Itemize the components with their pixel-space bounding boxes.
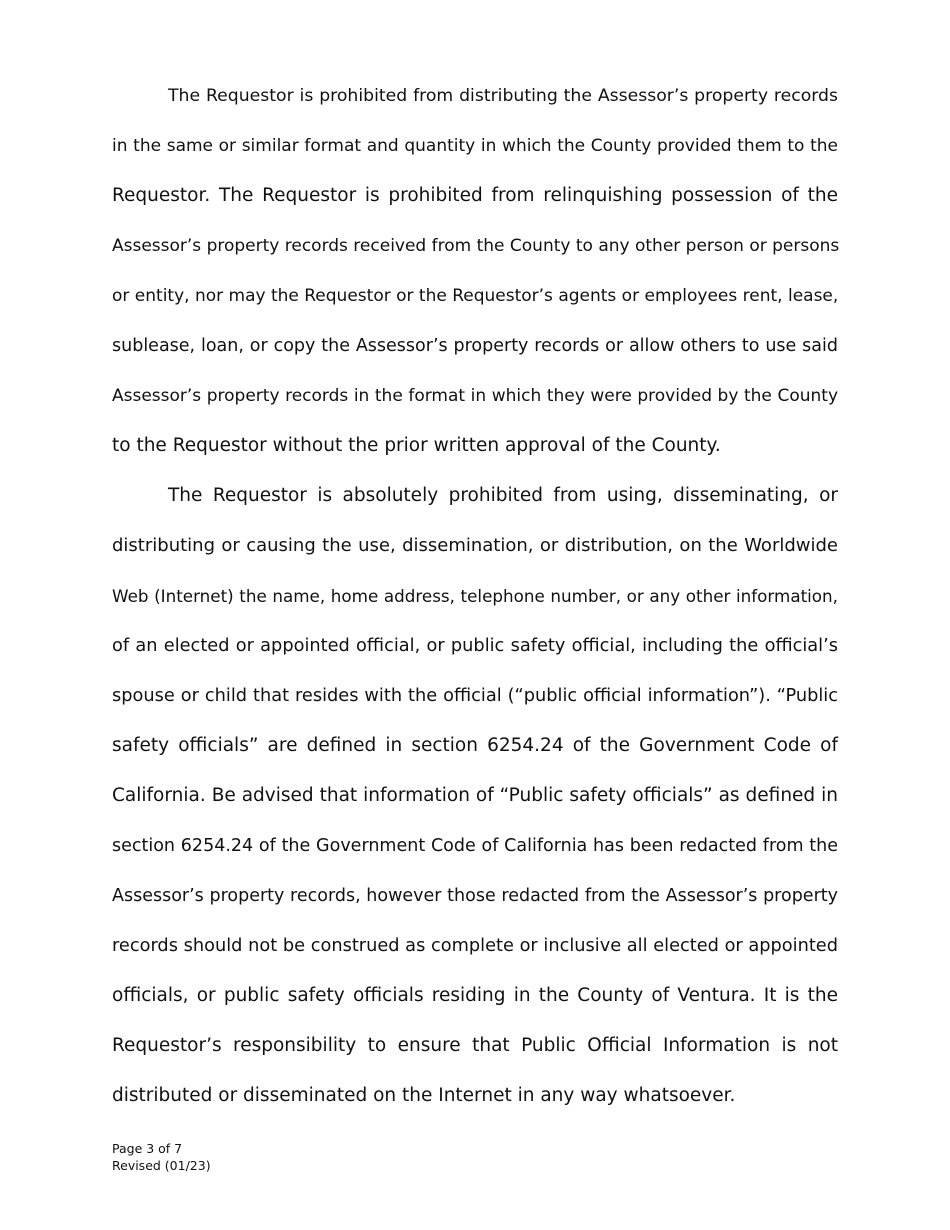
- revision-date: Revised (01/23): [112, 1158, 211, 1173]
- paragraph-line: of an elected or appointed official, or public safety official, including the official’s: [112, 636, 838, 656]
- paragraph-line: sublease, loan, or copy the Assessor’s property records or allow others to use said: [112, 336, 838, 356]
- paragraph-line: California. Be advised that information of “Public safety officials” as defined in: [112, 785, 838, 806]
- page-number: Page 3 of 7: [112, 1141, 183, 1156]
- paragraph-line: to the Requestor without the prior written approval of the County.: [112, 435, 721, 456]
- paragraph-line: safety officials” are defined in section 6254.24 of the Government Code of: [112, 735, 838, 756]
- paragraph-line: records should not be construed as complete or inclusive all elected or appointed: [112, 936, 838, 956]
- paragraph-line: Web (Internet) the name, home address, telephone number, or any other information,: [112, 586, 838, 606]
- paragraph-line: The Requestor is absolutely prohibited from using, disseminating, or: [168, 485, 838, 506]
- paragraph-line: section 6254.24 of the Government Code of California has been redacted from the: [112, 836, 838, 856]
- paragraph-line: distributed or disseminated on the Internet in any way whatsoever.: [112, 1085, 736, 1106]
- page-footer: [112, 1140, 211, 1174]
- paragraph-line: Assessor’s property records received from the County to any other person or persons: [112, 236, 840, 256]
- paragraph-line: Assessor’s property records in the format in which they were provided by the County: [112, 386, 838, 406]
- paragraph-line: spouse or child that resides with the official (“public official information”). “Public: [112, 686, 838, 706]
- paragraph-line: in the same or similar format and quantity in which the County provided them to the: [112, 136, 838, 156]
- paragraph-line: The Requestor is prohibited from distributing the Assessor’s property records: [168, 86, 838, 106]
- paragraph-line: Requestor. The Requestor is prohibited from relinquishing possession of the: [112, 185, 838, 206]
- paragraph-line: Assessor’s property records, however those redacted from the Assessor’s property: [112, 886, 838, 906]
- paragraph-line: distributing or causing the use, dissemination, or distribution, on the Worldwide: [112, 535, 838, 556]
- paragraph-line: Requestor’s responsibility to ensure that Public Official Information is not: [112, 1035, 838, 1056]
- paragraph-line: officials, or public safety officials residing in the County of Ventura. It is the: [112, 985, 838, 1006]
- paragraph-line: or entity, nor may the Requestor or the Requestor’s agents or employees rent, lease,: [112, 286, 839, 306]
